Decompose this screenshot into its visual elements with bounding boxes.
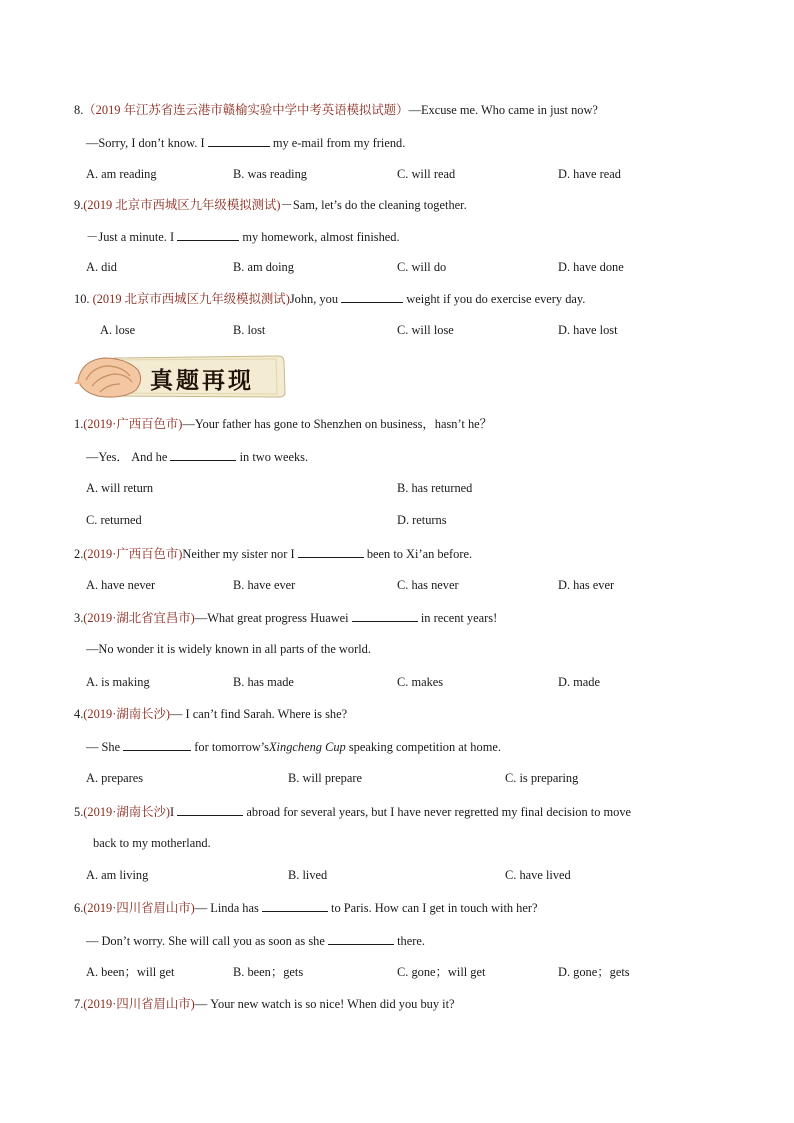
option-c: C. gone；will get (397, 965, 486, 979)
option-a: A. have never (86, 578, 156, 592)
option-b: B. was reading (233, 167, 307, 181)
option-a: A. did (86, 260, 117, 274)
option-c: C. is preparing (505, 771, 579, 785)
option-b: B. has returned (397, 481, 473, 495)
option-c: C. will lose (397, 323, 454, 337)
option-b: B. will prepare (288, 771, 362, 785)
answer-blank (123, 738, 191, 751)
question-text: －Sam, let’s do the cleaning together. (280, 198, 467, 212)
real-question-1-stem (74, 416, 492, 432)
real-question-1-line2 (86, 448, 308, 465)
question-number: 5. (74, 805, 84, 819)
option-a: A. been；will get (86, 965, 175, 979)
real-question-5-stem (74, 803, 631, 820)
question-text: there. (397, 934, 425, 948)
answer-blank (352, 609, 418, 622)
option-d: D. have read (558, 167, 621, 181)
question-text: — She (86, 740, 121, 754)
question-text: John, you (289, 292, 339, 306)
real-question-2-stem (74, 545, 472, 562)
answer-blank (170, 448, 236, 461)
option-d: D. gone；gets (558, 965, 630, 979)
question-source: (2019 北京市西城区九年级模拟测试) (92, 292, 290, 306)
option-c: C. will do (397, 260, 447, 274)
question-source: (2019·四川省眉山市) (83, 901, 195, 915)
answer-blank (262, 899, 328, 912)
section-banner (74, 350, 288, 402)
question-text: Neither my sister nor I (182, 547, 295, 561)
question-text: — I can’t find Sarah. Where is she? (170, 707, 348, 721)
competition-name: Xingcheng Cup (268, 740, 346, 754)
section-title: 真题再现 (150, 367, 254, 394)
answer-blank (328, 932, 394, 945)
question-number: 3. (74, 611, 84, 625)
question-text: speaking competition at home. (348, 740, 501, 754)
real-question-6-line2 (86, 932, 425, 949)
question-8-stem (74, 102, 598, 118)
question-text: —Excuse me. Who came in just now? (408, 103, 598, 117)
question-text: in recent years! (420, 611, 498, 625)
question-text: my e-mail from my friend. (272, 136, 406, 150)
option-d: D. has ever (558, 578, 615, 592)
question-source: (2019·四川省眉山市) (83, 997, 195, 1011)
question-text: weight if you do exercise every day. (406, 292, 586, 306)
question-text: to Paris. How can I get in touch with her? (331, 901, 538, 915)
question-text: my homework, almost finished. (242, 230, 400, 244)
answer-blank (177, 228, 239, 241)
option-d: D. returns (397, 513, 447, 527)
option-a: A. will return (86, 481, 154, 495)
question-8-line2 (86, 134, 405, 151)
option-a: A. am reading (86, 167, 157, 181)
option-c: C. will read (397, 167, 456, 181)
answer-blank (208, 134, 270, 147)
question-number: 2. (74, 547, 84, 561)
answer-blank (341, 290, 403, 303)
question-number: 7. (74, 997, 84, 1011)
real-question-4-stem (74, 706, 347, 722)
question-text: —Your father has gone to Shenzhen on business，hasn’t he？ (182, 417, 493, 431)
question-number: 9. (74, 198, 84, 212)
question-source: (2019·湖南长沙) (83, 805, 171, 819)
option-a: A. prepares (86, 771, 144, 785)
question-source: (2019·广西百色市) (83, 547, 183, 561)
question-number: 4. (74, 707, 84, 721)
question-number: 8. (74, 103, 84, 117)
conch-shell-icon (74, 358, 141, 397)
question-text: for tomorrow’s (194, 740, 269, 754)
answer-blank (177, 803, 243, 816)
question-text: in two weeks. (239, 450, 309, 464)
option-b: B. has made (233, 675, 294, 689)
option-d: D. have done (558, 260, 624, 274)
option-b: B. been；gets (233, 965, 304, 979)
option-d: D. made (558, 675, 600, 689)
question-text: abroad for several years, but I have never regretted my final decision to move (246, 805, 632, 819)
real-question-6-stem (74, 899, 538, 916)
option-b: B. am doing (233, 260, 294, 274)
question-text: — Linda has (194, 901, 259, 915)
question-source: (2019·湖南长沙) (83, 707, 171, 721)
question-text: —What great progress Huawei (194, 611, 349, 625)
option-a: A. lose (100, 323, 136, 337)
question-text: —Sorry, I don’t know. I (86, 136, 205, 150)
option-c: C. have lived (505, 868, 571, 882)
question-number: 1. (74, 417, 84, 431)
option-c: C. returned (86, 513, 142, 527)
question-text: －Just a minute. I (86, 230, 175, 244)
question-9-line2 (86, 228, 400, 245)
real-question-4-line2 (86, 738, 501, 755)
question-source: (2019·广西百色市) (83, 417, 183, 431)
question-text: — Don’t worry. She will call you as soon as she (86, 934, 325, 948)
question-9-stem (74, 197, 467, 213)
question-number: 6. (74, 901, 84, 915)
option-c: C. makes (397, 675, 444, 689)
question-number: 10. (74, 292, 90, 306)
answer-blank (298, 545, 364, 558)
question-10-stem (74, 290, 585, 307)
real-question-5-line2: back to my motherland. (93, 836, 211, 850)
option-b: B. lost (233, 323, 266, 337)
option-c: C. has never (397, 578, 459, 592)
question-text: — Your new watch is so nice! When did you buy it? (194, 997, 455, 1011)
question-text: —Yes． And he (86, 450, 168, 464)
option-b: B. lived (288, 868, 328, 882)
real-question-3-stem (74, 609, 497, 626)
question-source: (2019·湖北省宜昌市) (83, 611, 195, 625)
option-b: B. have ever (233, 578, 296, 592)
option-a: A. am living (86, 868, 149, 882)
option-a: A. is making (86, 675, 150, 689)
real-question-3-line2: —No wonder it is widely known in all parts of the world. (86, 642, 371, 656)
option-d: D. have lost (558, 323, 618, 337)
question-text: been to Xi’an before. (366, 547, 473, 561)
question-text: I (170, 805, 175, 819)
question-source: （2019 年江苏省连云港市赣榆实验中学中考英语模拟试题） (83, 103, 409, 117)
question-source: (2019 北京市西城区九年级模拟测试) (83, 198, 281, 212)
real-question-7-stem (74, 996, 455, 1012)
